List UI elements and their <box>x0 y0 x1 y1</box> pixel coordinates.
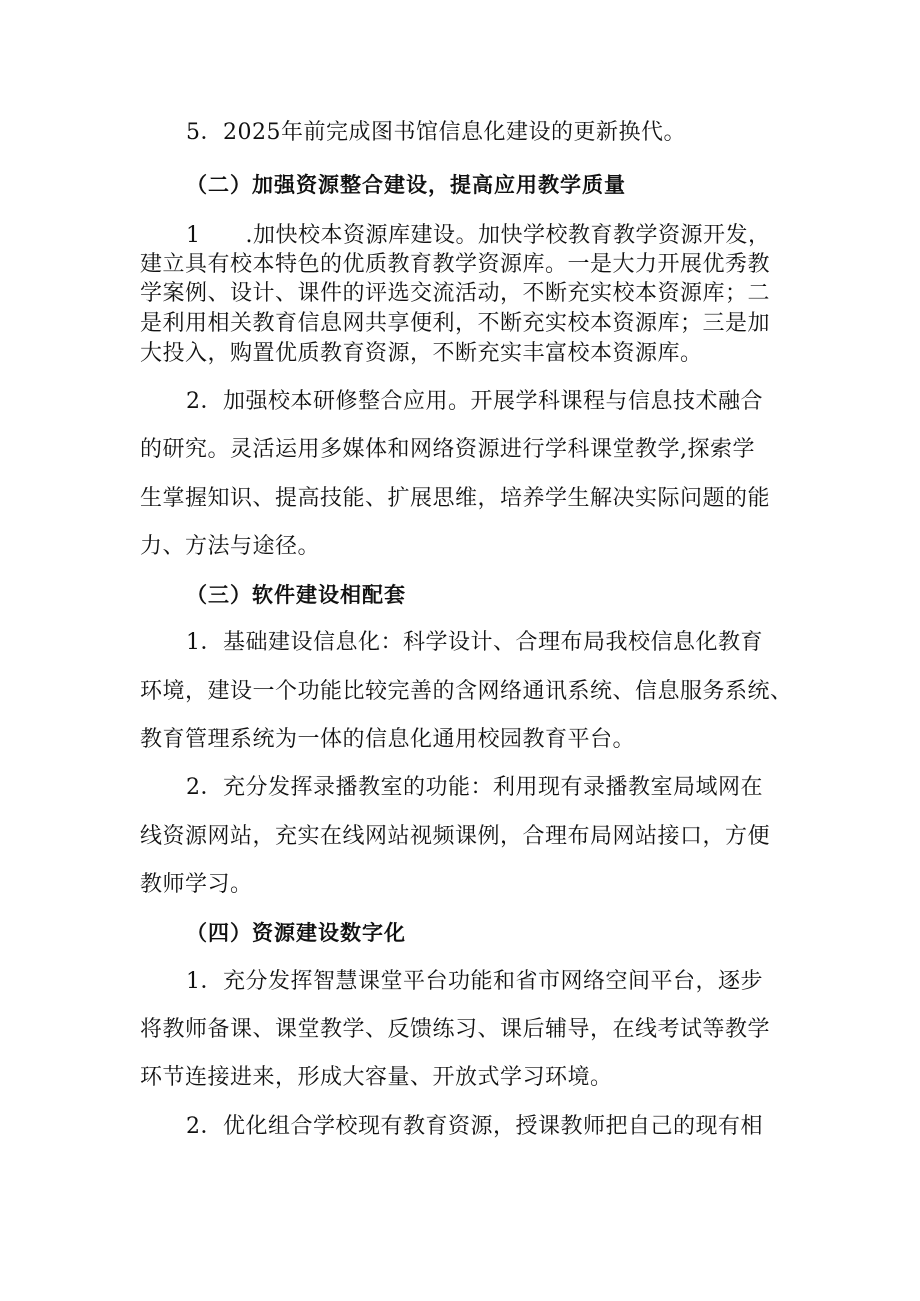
paragraph-line: 线资源网站，充实在线网站视频课例，合理布局网站接口，方便 <box>140 824 771 849</box>
paragraph-line: 1 .加快校本资源库建设。加快学校教育教学资源开发， <box>186 223 771 248</box>
paragraph-line: 的研究。灵活运用多媒体和网络资源进行学科课堂教学,探索学 <box>140 437 755 462</box>
list-item-5: 5．2025年前完成图书馆信息化建设的更新换代。 <box>186 120 686 145</box>
section-heading-3: （三）软件建设相配套 <box>186 583 406 607</box>
paragraph-line: 学案例、设计、课件的评选交流活动，不断充实校本资源库；二 <box>140 281 771 306</box>
paragraph-line: 2．优化组合学校现有教育资源，授课教师把自己的现有相 <box>186 1114 763 1139</box>
paragraph-line: 建立具有校本特色的优质教育教学资源库。一是大力开展优秀教 <box>140 252 771 277</box>
paragraph-line: 是利用相关教育信息网共享便利，不断充实校本资源库；三是加 <box>140 311 771 336</box>
paragraph-line: 生掌握知识、提高技能、扩展思维，培养学生解决实际问题的能 <box>140 486 771 511</box>
paragraph-line: 大投入，购置优质教育资源，不断充实丰富校本资源库。 <box>140 341 703 366</box>
paragraph-line: 2．充分发挥录播教室的功能：利用现有录播教室局域网在 <box>186 775 763 800</box>
paragraph-line: 1．基础建设信息化：科学设计、合理布局我校信息化教育 <box>186 630 763 655</box>
section-heading-4: （四）资源建设数字化 <box>186 921 406 945</box>
paragraph-line: 1．充分发挥智慧课堂平台功能和省市网络空间平台，逐步 <box>186 969 763 994</box>
paragraph-line: 教育管理系统为一体的信息化通用校园教育平台。 <box>140 727 636 752</box>
paragraph-line: 力、方法与途径。 <box>140 534 321 559</box>
paragraph-line: 环境，建设一个功能比较完善的含网络通讯系统、信息服务系统、 <box>140 679 793 704</box>
paragraph-line: 环节连接进来，形成大容量、开放式学习环境。 <box>140 1065 613 1090</box>
paragraph-line: 将教师备课、课堂教学、反馈练习、课后辅导，在线考试等教学 <box>140 1017 771 1042</box>
section-heading-2: （二）加强资源整合建设，提高应用教学质量 <box>186 173 626 197</box>
paragraph-line: 教师学习。 <box>140 872 253 897</box>
paragraph-line: 2．加强校本研修整合应用。开展学科课程与信息技术融合 <box>186 389 763 414</box>
